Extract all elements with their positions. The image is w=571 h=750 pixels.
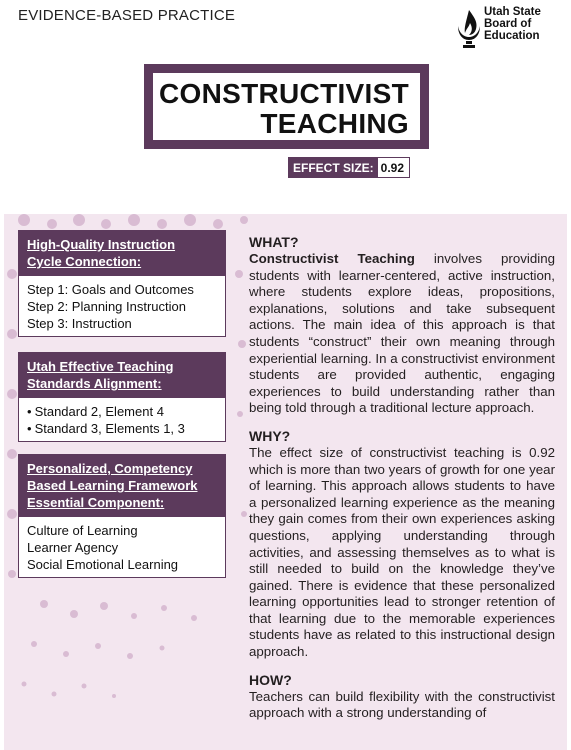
how-paragraph: Teachers can build flexibility with the constructivist approach with a strong understanding of [249,688,555,721]
standard-item: • Standard 2, Element 4 [27,403,217,420]
what-text: involves providing students with learner-centered, active instruction, where students explore ideas, propositions, explanations, solutions and take subsequent actions. The main idea of this approach is that students “construct” their own meaning through experiential learning. In a constructivist environment students are provided authentic, engaging experiences to build understanding rather than being told through a traditional lecture approach. [249,251,555,416]
logo-text-line: Board of [484,18,532,30]
heading-line: Utah Effective Teaching [27,359,174,374]
standard-item: • Standard 3, Elements 1, 3 [27,420,217,437]
what-heading: WHAT? [249,234,299,250]
how-heading: HOW? [249,671,292,688]
heading-line: Based Learning Framework [27,478,198,493]
what-lead: Constructivist Teaching [249,251,415,266]
heading-line: High-Quality Instruction [27,237,176,252]
heading-line: Essential Component: [27,495,165,510]
standards-alignment-box [18,352,226,442]
why-heading: WHY? [249,427,291,444]
logo-text-line: Utah State [484,6,541,18]
header-label: EVIDENCE-BASED PRACTICE [18,7,236,24]
framework-component-box [18,454,226,578]
effect-size-label: EFFECT SIZE: [289,158,378,177]
usbe-logo [456,6,556,52]
heading-line: Standards Alignment: [27,376,162,391]
component-item: Social Emotional Learning [27,557,179,572]
heading-line: Personalized, Competency [27,461,193,476]
effect-size-value: 0.92 [378,158,409,177]
main-content [249,234,555,733]
cycle-connection-heading [19,231,225,276]
component-item: Learner Agency [27,540,119,555]
logo-text-line: Education [484,30,540,42]
effect-size-badge [288,157,410,178]
cycle-connection-box [18,230,226,337]
framework-component-heading [19,455,225,517]
why-paragraph: The effect size of constructivist teaching is 0.92 which is more than two years of growth for one year of learning. This approach allows students to have a personalized learning experience as the meaning they gain comes from their own experiences asking questions, applying understanding through activities, and assessing themselves as to what is still needed to build on the knowledge they’ve gained. There is evidence that these personalized learning opportunities lead to stronger retention of that learning due to the memorable experiences students have as related to this instructional design approach. [249,444,555,660]
flame-logo-icon [456,8,482,50]
what-paragraph [249,251,555,417]
component-item: Culture of Learning [27,523,138,538]
standards-alignment-heading [19,353,225,398]
cycle-step-item: Step 1: Goals and Outcomes [27,282,194,297]
title-line-2: TEACHING [260,108,409,139]
cycle-step-item: Step 3: Instruction [27,316,132,331]
cycle-step-item: Step 2: Planning Instruction [27,299,186,314]
title-box [144,64,429,149]
heading-line: Cycle Connection: [27,254,142,269]
title-line-1: CONSTRUCTIVIST [159,78,409,109]
